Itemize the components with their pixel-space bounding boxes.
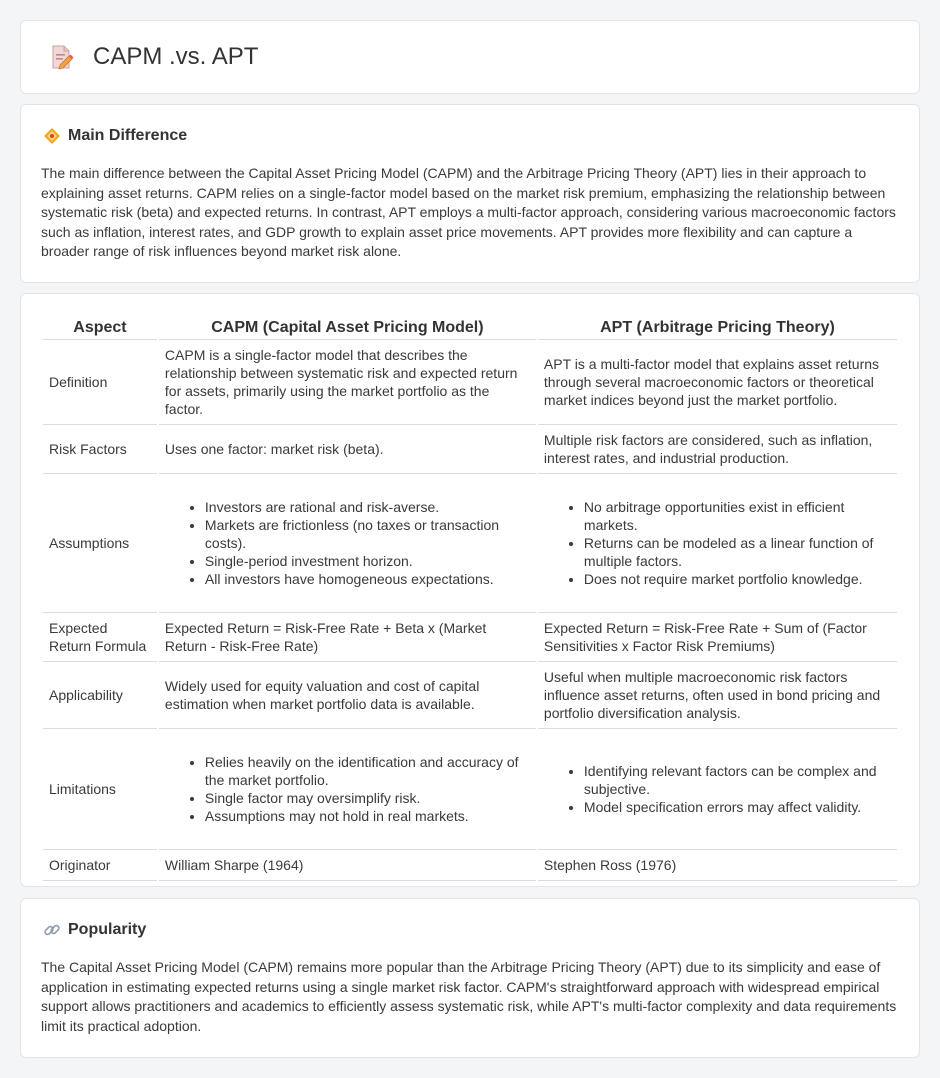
main-difference-text: The main difference between the Capital Asset Pricing Model (CAPM) and the Arbitrage Pricing Theory (APT) lies in their approach to explaining asset returns. CAPM relies on a single-factor model based on the market risk premium, emphasizing the relationship between systematic risk (beta) and expected returns. In contrast, APT employs a multi-factor approach, considering various macroeconomic factors such as inflation, interest rates, and GDP growth to explain asset price movements. APT provides more flexibility and can capture a broader range of risk influences beyond market risk alone. xyxy=(41,165,896,259)
table-row xyxy=(43,613,897,662)
aspect-cell: Limitations xyxy=(43,729,157,850)
comparison-table xyxy=(41,314,899,881)
main-difference-heading: Main Difference xyxy=(68,127,188,144)
aspect-cell: Applicability xyxy=(43,662,157,729)
popularity-text: The Capital Asset Pricing Model (CAPM) remains more popular than the Arbitrage Pricing Theory (APT) due to its simplicity and ease of application in estimating expected returns using a single market risk factor. CAPM's straightforward approach with widespread empirical support allows practitioners and academics to efficiently assess systematic risk, while APT's multi-factor complexity and data requirements limit its practical adoption. xyxy=(41,959,897,1034)
aspect-cell: Definition xyxy=(43,340,157,425)
list-item: • Does not require market portfolio knowledge. xyxy=(584,570,891,588)
list-item: • Markets are frictionless (no taxes or transaction costs). xyxy=(205,516,530,552)
list-item: • All investors have homogeneous expectations. xyxy=(205,570,530,588)
capm-cell: Expected Return = Risk-Free Rate + Beta x (Market Return - Risk-Free Rate) xyxy=(159,613,536,662)
apt-cell: Useful when multiple macroeconomic risk factors influence asset returns, often used in bond pricing and portfolio diversification analysis. xyxy=(538,662,897,729)
aspect-cell: Originator xyxy=(43,850,157,881)
list-item: • Model specification errors may affect validity. xyxy=(584,798,891,816)
capm-cell: CAPM is a single-factor model that describes the relationship between systematic risk and expected return for assets, primarily using the market portfolio as the factor. xyxy=(159,340,536,425)
apt-limitations-list xyxy=(544,762,891,816)
table-row xyxy=(43,340,897,425)
capm-cell xyxy=(159,474,536,613)
header-capm: CAPM (Capital Asset Pricing Model) xyxy=(159,314,536,340)
aspect-cell: Expected Return Formula xyxy=(43,613,157,662)
popularity-header xyxy=(43,921,146,939)
main-difference-card xyxy=(20,104,920,283)
list-item: • Identifying relevant factors can be complex and subjective. xyxy=(584,762,891,798)
capm-assumptions-list xyxy=(165,498,530,588)
aspect-cell: Assumptions xyxy=(43,474,157,613)
page-title: CAPM .vs. APT xyxy=(93,43,259,70)
title-card xyxy=(20,20,920,94)
list-item: • Assumptions may not hold in real markets. xyxy=(205,807,530,825)
capm-limitations-list xyxy=(165,753,530,825)
list-item: • Investors are rational and risk-averse. xyxy=(205,498,530,516)
table-row xyxy=(43,729,897,850)
table-row xyxy=(43,425,897,474)
list-item: • Returns can be modeled as a linear function of multiple factors. xyxy=(584,534,891,570)
table-row xyxy=(43,474,897,613)
popularity-card xyxy=(20,898,920,1058)
apt-cell: APT is a multi-factor model that explains asset returns through several macroeconomic factors or theoretical market indices beyond just the market portfolio. xyxy=(538,340,897,425)
header-apt: APT (Arbitrage Pricing Theory) xyxy=(538,314,897,340)
capm-cell: Widely used for equity valuation and cost of capital estimation when market portfolio data is available. xyxy=(159,662,536,729)
document-edit-icon xyxy=(47,43,75,71)
list-item: • Relies heavily on the identification and accuracy of the market portfolio. xyxy=(205,753,530,789)
table-header-row xyxy=(43,314,897,340)
popularity-heading: Popularity xyxy=(68,921,147,938)
capm-cell: William Sharpe (1964) xyxy=(159,850,536,881)
list-item: • Single factor may oversimplify risk. xyxy=(205,789,530,807)
aspect-cell: Risk Factors xyxy=(43,425,157,474)
list-item: • Single-period investment horizon. xyxy=(205,552,530,570)
apt-cell: Multiple risk factors are considered, such as inflation, interest rates, and industrial production. xyxy=(538,425,897,474)
apt-cell: Expected Return = Risk-Free Rate + Sum of (Factor Sensitivities x Factor Risk Premiums) xyxy=(538,613,897,662)
capm-cell: Uses one factor: market risk (beta). xyxy=(159,425,536,474)
diamond-icon xyxy=(43,127,61,145)
link-icon xyxy=(43,921,61,939)
capm-cell xyxy=(159,729,536,850)
main-difference-header xyxy=(43,127,187,145)
header-aspect: Aspect xyxy=(43,314,157,340)
list-item: • No arbitrage opportunities exist in efficient markets. xyxy=(584,498,891,534)
apt-assumptions-list xyxy=(544,498,891,588)
apt-cell xyxy=(538,729,897,850)
table-row xyxy=(43,850,897,881)
comparison-card xyxy=(20,293,920,887)
apt-cell: Stephen Ross (1976) xyxy=(538,850,897,881)
table-row xyxy=(43,662,897,729)
apt-cell xyxy=(538,474,897,613)
